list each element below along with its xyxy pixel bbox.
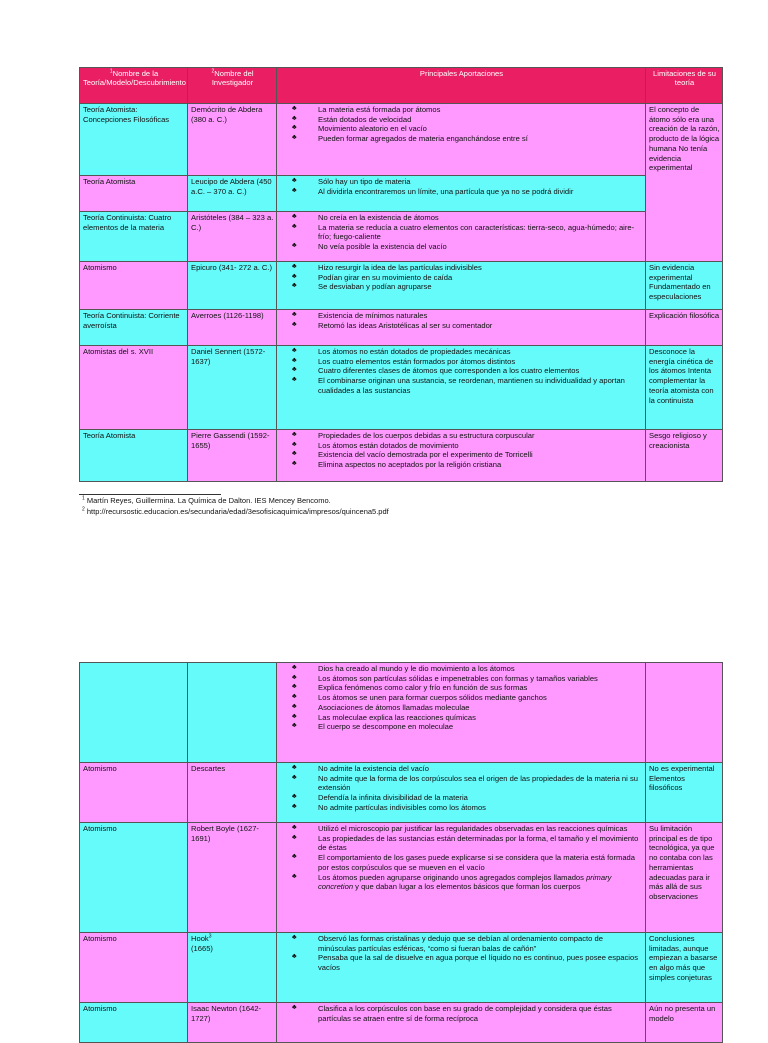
list-item: ♣ Asociaciones de átomos llamadas moleculae bbox=[292, 703, 643, 713]
contributions-cell bbox=[277, 823, 646, 933]
list-item: ♣ Movimiento aleatorio en el vacío bbox=[292, 124, 643, 134]
list-item: ♣ Los átomos se unen para formar cuerpos sólidos mediante ganchos bbox=[292, 693, 643, 703]
limitations-cell: Explicación filosófica bbox=[646, 310, 723, 346]
list-item: ♣ Podían girar en su movimiento de caída bbox=[292, 273, 643, 283]
researcher-cell: Robert Boyle (1627-1691) bbox=[188, 823, 277, 933]
limitations-cell: Su limitación principal es de tipo tecnológica, ya que no contaba con las herramientas adecuadas para ir más allá de sus observaciones bbox=[646, 823, 723, 933]
contributions-cell bbox=[277, 262, 646, 310]
limitations-cell: Sin evidencia experimental Fundamentado en especulaciones bbox=[646, 262, 723, 310]
table-row bbox=[80, 262, 723, 310]
list-item: ♣ Explica fenómenos como calor y frío en función de sus formas bbox=[292, 683, 643, 693]
table-row bbox=[80, 1003, 723, 1043]
researcher-cell: Demócrito de Abdera (380 a. C.) bbox=[188, 104, 277, 176]
list-item: ♣ Pensaba que la sal de disuelve en agua porque el líquido no es continuo, pues posee espacios vacíos bbox=[292, 953, 643, 972]
theory-cell: Atomismo bbox=[80, 823, 188, 933]
limitations-cell: Aún no presenta un modelo bbox=[646, 1003, 723, 1043]
list-item: ♣ Utilizó el microscopio par justificar las regularidades observadas en las reacciones químicas bbox=[292, 824, 643, 834]
table-row bbox=[80, 176, 723, 212]
contributions-cell bbox=[277, 310, 646, 346]
list-item: ♣ No admite partículas indivisibles como los átomos bbox=[292, 803, 643, 813]
list-item: ♣ Las propiedades de las sustancias están determinadas por la forma, el tamaño y el movimiento de éstas bbox=[292, 834, 643, 853]
list-item: ♣ Están dotados de velocidad bbox=[292, 115, 643, 125]
table-row bbox=[80, 212, 723, 262]
table-row bbox=[80, 346, 723, 430]
researcher-cell: Descartes bbox=[188, 763, 277, 823]
table-row bbox=[80, 430, 723, 482]
researcher-cell: Isaac Newton (1642-1727) bbox=[188, 1003, 277, 1043]
contributions-cell bbox=[277, 430, 646, 482]
footnote-1: $^1$ Martín Reyes, Guillermina. La Química de Dalton. IES Mencey Bencomo. bbox=[82, 495, 331, 505]
contributions-cell bbox=[277, 763, 646, 823]
contributions-cell bbox=[277, 212, 646, 262]
limitations-cell: No es experimental Elementos filosóficos bbox=[646, 763, 723, 823]
list-item: ♣ Los átomos no están dotados de propiedades mecánicas bbox=[292, 347, 643, 357]
researcher-cell: Daniel Sennert (1572-1637) bbox=[188, 346, 277, 430]
contributions-cell bbox=[277, 1003, 646, 1043]
header-theory: $^1$Nombre de la Teoría/Modelo/Descubrimiento bbox=[80, 68, 188, 104]
header-limitations: Limitaciones de su teoría bbox=[646, 68, 723, 104]
theory-cell: Teoría Atomista bbox=[80, 176, 188, 212]
footnotes bbox=[82, 495, 642, 518]
theory-cell bbox=[80, 663, 188, 763]
theory-cell: Teoría Atomista: Concepciones Filosóficas bbox=[80, 104, 188, 176]
researcher-cell: Leucipo de Abdera (450 a.C. – 370 a. C.) bbox=[188, 176, 277, 212]
theory-cell: Atomismo bbox=[80, 262, 188, 310]
list-item: ♣ La materia está formada por átomos bbox=[292, 105, 643, 115]
header-researcher: $^2$Nombre del Investigador bbox=[188, 68, 277, 104]
researcher-cell: Hook$^3$ (1665) bbox=[188, 933, 277, 1003]
list-item: ♣ Dios ha creado al mundo y le dio movimiento a los átomos bbox=[292, 664, 643, 674]
contributions-cell bbox=[277, 176, 646, 212]
list-item: ♣ Los átomos pueden agruparse originando unos agregados complejos llamados primary concretion y que daban lugar a los elementos básicos que forman los cuerpos bbox=[292, 873, 643, 892]
list-item: ♣ No creía en la existencia de átomos bbox=[292, 213, 643, 223]
list-item: ♣ Los cuatro elementos están formados por átomos distintos bbox=[292, 357, 643, 367]
list-item: ♣ La materia se reducía a cuatro elementos con características: tierra-seco, agua-húmedo; aire-frío; fuego-caliente bbox=[292, 223, 643, 242]
list-item: ♣ Se desviaban y podían agruparse bbox=[292, 282, 643, 292]
list-item: ♣ No admite que la forma de los corpúsculos sea el origen de las propiedades de la materia ni su extensión bbox=[292, 774, 643, 793]
list-item: ♣ Sólo hay un tipo de materia bbox=[292, 177, 643, 187]
table-row bbox=[80, 104, 723, 176]
list-item: ♣ Las moleculae explica las reacciones químicas bbox=[292, 713, 643, 723]
theory-cell: Atomismo bbox=[80, 933, 188, 1003]
footnote-2: $^2$ http://recursostic.educacion.es/secundaria/edad/3esofisicaquimica/impresos/quincena5.pdf bbox=[82, 506, 389, 517]
list-item: ♣ Existencia del vacío demostrada por el experimento de Torricelli bbox=[292, 450, 643, 460]
contributions-cell bbox=[277, 663, 646, 763]
table-row bbox=[80, 763, 723, 823]
limitations-cell: Desconoce la energía cinética de los átomos Intenta complementar la teoría atomista con la continuista bbox=[646, 346, 723, 430]
researcher-cell: Pierre Gassendi (1592-1655) bbox=[188, 430, 277, 482]
limitations-cell bbox=[646, 663, 723, 763]
list-item: ♣ Propiedades de los cuerpos debidas a su estructura corpuscular bbox=[292, 431, 643, 441]
list-item: ♣ Pueden formar agregados de materia enganchándose entre sí bbox=[292, 134, 643, 144]
list-item: ♣ No admite la existencia del vacío bbox=[292, 764, 643, 774]
limitations-cell: Conclusiones limitadas, aunque empiezan a basarse en algo más que simples conjeturas bbox=[646, 933, 723, 1003]
theories-table-2 bbox=[79, 662, 723, 1043]
list-item: ♣ Observó las formas cristalinas y dedujo que se debían al ordenamiento compacto de minúsculas partículas esféricas, “como si fueran balas de cañón” bbox=[292, 934, 643, 953]
theory-cell: Atomismo bbox=[80, 763, 188, 823]
theory-cell: Atomistas del s. XVII bbox=[80, 346, 188, 430]
table-row bbox=[80, 933, 723, 1003]
list-item: ♣ Los átomos son partículas sólidas e impenetrables con formas y tamaños variables bbox=[292, 674, 643, 684]
list-item: ♣ El cuerpo se descompone en moleculae bbox=[292, 722, 643, 732]
theory-cell: Teoría Atomista bbox=[80, 430, 188, 482]
theory-cell: Teoría Continuista: Corriente averroísta bbox=[80, 310, 188, 346]
list-item: ♣ No veía posible la existencia del vacío bbox=[292, 242, 643, 252]
list-item: ♣ Hizo resurgir la idea de las partículas indivisibles bbox=[292, 263, 643, 273]
list-item: ♣ El comportamiento de los gases puede explicarse si se considera que la materia está formada por estos corpúsculos que se mueven en el vacío bbox=[292, 853, 643, 872]
list-item: ♣ Existencia de mínimos naturales bbox=[292, 311, 643, 321]
list-item: ♣ Retomó las ideas Aristotélicas al ser su comentador bbox=[292, 321, 643, 331]
theories-table-1 bbox=[79, 67, 723, 482]
table-row bbox=[80, 663, 723, 763]
list-item: ♣ Al dividirla encontraremos un límite, una partícula que ya no se podrá dividir bbox=[292, 187, 643, 197]
table-row bbox=[80, 310, 723, 346]
list-item: ♣ Cuatro diferentes clases de átomos que corresponden a los cuatro elementos bbox=[292, 366, 643, 376]
table-row bbox=[80, 823, 723, 933]
list-item: ♣ Defendía la infinita divisibilidad de la materia bbox=[292, 793, 643, 803]
list-item: ♣ Clasifica a los corpúsculos con base en su grado de complejidad y considera que éstas partículas se atraen entre sí de forma recíproca bbox=[292, 1004, 643, 1023]
list-item: ♣ Elimina aspectos no aceptados por la religión cristiana bbox=[292, 460, 643, 470]
researcher-cell: Averroes (1126-1198) bbox=[188, 310, 277, 346]
researcher-cell: Epicuro (341- 272 a. C.) bbox=[188, 262, 277, 310]
theory-cell: Teoría Continuista: Cuatro elementos de la materia bbox=[80, 212, 188, 262]
contributions-cell bbox=[277, 346, 646, 430]
contributions-cell bbox=[277, 933, 646, 1003]
contributions-cell bbox=[277, 104, 646, 176]
header-contributions: Principales Aportaciones bbox=[277, 68, 646, 104]
list-item: ♣ El combinarse originan una sustancia, se reordenan, mantienen su individualidad y aportan cualidades a las sustancias bbox=[292, 376, 643, 395]
table-header-row bbox=[80, 68, 723, 104]
researcher-cell: Aristóteles (384 – 323 a. C.) bbox=[188, 212, 277, 262]
researcher-cell bbox=[188, 663, 277, 763]
list-item: ♣ Los átomos están dotados de movimiento bbox=[292, 441, 643, 451]
limitations-cell: El concepto de átomo sólo era una creación de la razón, producto de la lógica humana No tenía evidencia experimental bbox=[646, 104, 723, 262]
theory-cell: Atomismo bbox=[80, 1003, 188, 1043]
limitations-cell: Sesgo religioso y creacionista bbox=[646, 430, 723, 482]
